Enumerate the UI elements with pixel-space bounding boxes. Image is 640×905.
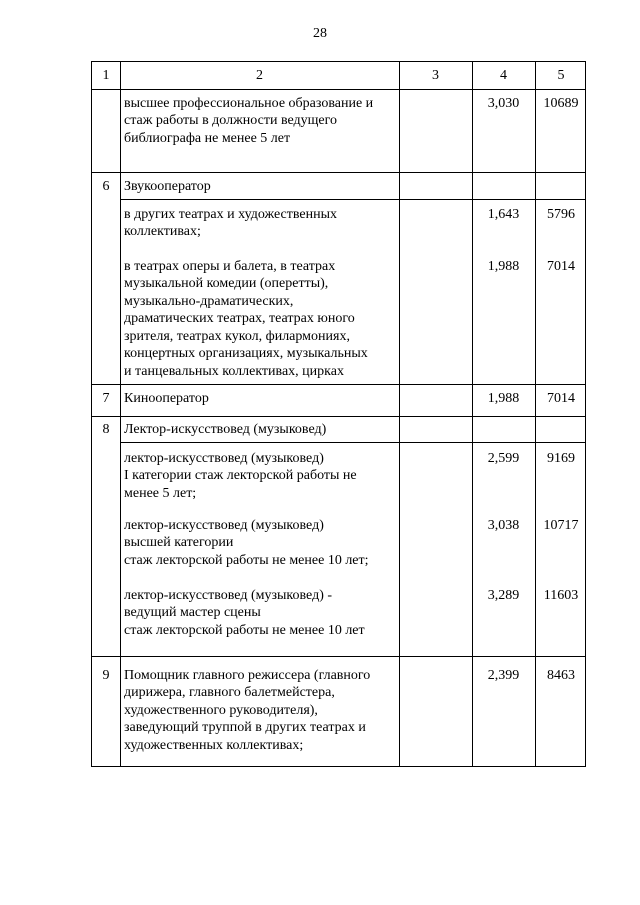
page-number: 28	[313, 26, 327, 41]
header-col-5: 5	[557, 68, 565, 83]
position-text: лектор-искусствовед (музыковед) -	[124, 588, 333, 603]
position-text: заведующий труппой в других театрах и	[124, 720, 366, 735]
row-divider	[120, 199, 585, 200]
position-text: стаж лекторской работы не менее 10 лет;	[124, 553, 369, 568]
position-text: лектор-искусствовед (музыковед)	[124, 451, 324, 466]
header-col-1: 1	[102, 68, 110, 83]
position-text: I категории стаж лекторской работы не	[124, 468, 357, 483]
header-col-4: 4	[500, 68, 507, 83]
position-title: Кинооператор	[124, 391, 209, 406]
row-number: 6	[102, 179, 110, 194]
position-text: художественных коллективах;	[124, 738, 304, 753]
position-text: коллективах;	[124, 224, 201, 239]
salary: 7014	[547, 259, 575, 274]
coefficient: 1,643	[487, 207, 520, 222]
position-text: стаж лекторской работы не менее 10 лет	[124, 623, 365, 638]
position-text: музыкально-драматических,	[124, 294, 294, 309]
row-divider	[92, 172, 585, 173]
row-number: 7	[102, 391, 110, 406]
row-number: 8	[102, 422, 110, 437]
coefficient: 3,289	[487, 588, 520, 603]
position-text: высшее профессиональное образование и	[124, 96, 374, 111]
coefficient: 1,988	[487, 259, 520, 274]
row-divider	[92, 89, 585, 90]
coefficient: 3,030	[487, 96, 520, 111]
position-text: концертных организациях, музыкальных	[124, 346, 368, 361]
coefficient: 2,399	[487, 668, 520, 683]
salary: 9169	[547, 451, 575, 466]
position-text: дирижера, главного балетмейстера,	[124, 685, 335, 700]
row-divider	[92, 384, 585, 385]
coefficient: 2,599	[487, 451, 520, 466]
row-divider	[92, 416, 585, 417]
coefficient: 3,038	[487, 518, 520, 533]
position-text: зрителя, театрах кукол, филармониях,	[124, 329, 350, 344]
row-number: 9	[102, 668, 110, 683]
position-text: и танцевальных коллективах, цирках	[124, 364, 344, 379]
header-col-2: 2	[256, 68, 263, 83]
salary-table	[91, 61, 586, 767]
row-divider	[92, 656, 585, 657]
position-text: высшей категории	[124, 535, 234, 550]
position-text: стаж работы в должности ведущего	[124, 113, 338, 128]
column-divider	[399, 62, 400, 766]
row-divider	[120, 442, 585, 443]
position-text: драматических театрах, театрах юного	[124, 311, 355, 326]
position-text: в театрах оперы и балета, в театрах	[124, 259, 336, 274]
salary: 7014	[547, 391, 575, 406]
column-divider	[120, 62, 121, 766]
position-title: Лектор-искусствовед (музыковед)	[124, 422, 327, 437]
salary: 5796	[547, 207, 575, 222]
coefficient: 1,988	[487, 391, 520, 406]
position-text: музыкальной комедии (оперетты),	[124, 276, 329, 291]
position-text: художественного руководителя),	[124, 703, 318, 718]
header-col-3: 3	[432, 68, 439, 83]
position-text: менее 5 лет;	[124, 486, 197, 501]
position-text: ведущий мастер сцены	[124, 605, 261, 620]
position-text: в других театрах и художественных	[124, 207, 338, 222]
salary: 10689	[543, 96, 579, 111]
column-divider	[535, 62, 536, 766]
column-divider	[472, 62, 473, 766]
salary: 10717	[543, 518, 579, 533]
salary: 11603	[543, 588, 579, 603]
position-text: библиографа не менее 5 лет	[124, 131, 291, 146]
position-title: Звукооператор	[124, 179, 211, 194]
salary: 8463	[547, 668, 575, 683]
position-text: Помощник главного режиссера (главного	[124, 668, 371, 683]
position-text: лектор-искусствовед (музыковед)	[124, 518, 324, 533]
